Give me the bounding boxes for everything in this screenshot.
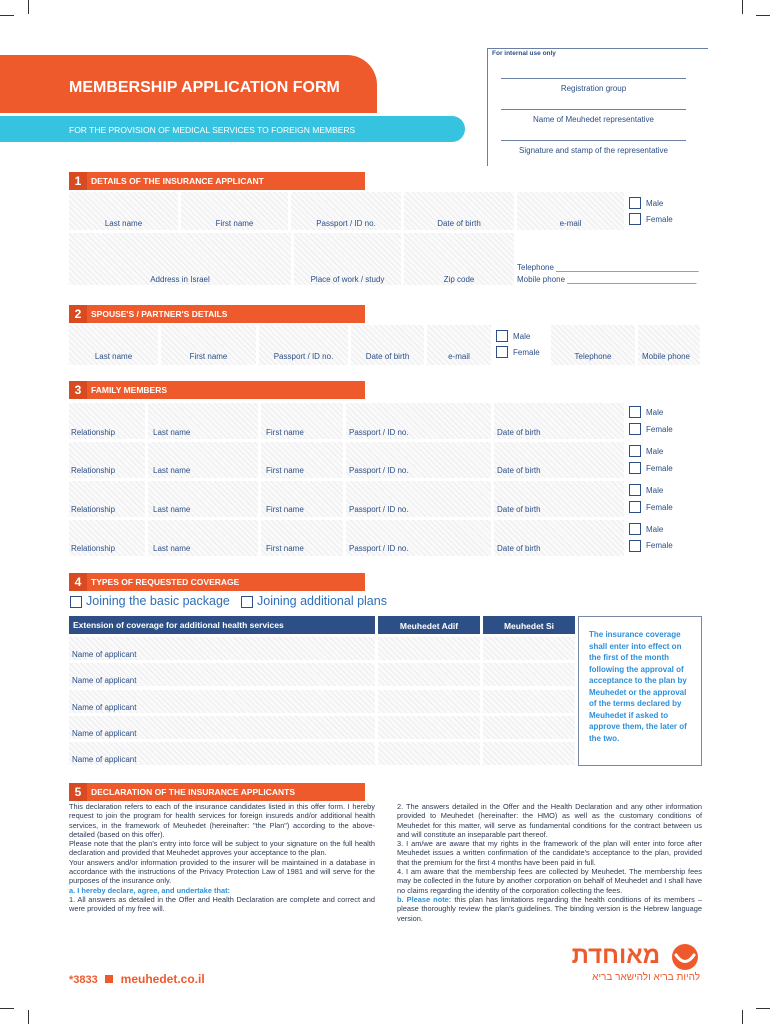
- meuhedet-adif-column-header: [378, 616, 480, 634]
- coverage-adif-cell[interactable]: [378, 742, 480, 765]
- family-relationship-label: Relationship: [71, 505, 116, 514]
- declaration-paragraph: this plan has limitations regarding the health conditions of its members – please thoroughly review the plan's guidelines. The binding version is the Hebrew language version.: [397, 894, 702, 923]
- applicant-email-label: e-mail: [559, 219, 582, 228]
- footer-website[interactable]: meuhedet.co.il: [120, 972, 205, 986]
- declaration-heading-a: a. I hereby declare, agree, and undertake that:: [69, 885, 231, 895]
- spouse-female-label: Female: [513, 348, 540, 357]
- coverage-table-header-label: Extension of coverage for additional health services: [73, 620, 284, 630]
- header-title-bar: [0, 55, 377, 113]
- representative-name-label: Name of Meuhedet representative: [533, 115, 654, 124]
- section-4-title: TYPES OF REQUESTED COVERAGE: [91, 577, 240, 587]
- family-male-checkbox[interactable]: [629, 406, 641, 418]
- coverage-adif-cell[interactable]: [378, 690, 480, 713]
- coverage-si-cell[interactable]: [483, 742, 575, 765]
- coverage-si-cell[interactable]: [483, 637, 575, 660]
- family-first-name-label: First name: [266, 505, 304, 514]
- section-4-header: [69, 573, 365, 591]
- meuhedet-slogan: להיות בריא ולהישאר בריא: [592, 972, 700, 983]
- spouse-dob-label: Date of birth: [365, 352, 410, 361]
- family-male-label: Male: [646, 408, 664, 417]
- section-2-header: [69, 305, 365, 323]
- page-title: MEMBERSHIP APPLICATION FORM: [69, 79, 340, 96]
- family-relationship-label: Relationship: [71, 428, 116, 437]
- coverage-applicant-label: Name of applicant: [72, 650, 137, 659]
- square-icon: [105, 975, 113, 983]
- coverage-note-box: [578, 616, 702, 766]
- applicant-last-name-label: Last name: [104, 219, 143, 228]
- coverage-adif-cell[interactable]: [378, 716, 480, 739]
- applicant-male-label: Male: [646, 199, 664, 208]
- meuhedet-logo-text: מאוחדת: [571, 942, 660, 969]
- footer-contact: [69, 970, 205, 988]
- section-1-title: DETAILS OF THE INSURANCE APPLICANT: [91, 176, 264, 186]
- spouse-email-label: e-mail: [448, 352, 470, 361]
- section-3-header: [69, 381, 365, 399]
- applicant-dob-label: Date of birth: [437, 219, 481, 228]
- basic-package-checkbox[interactable]: [70, 596, 82, 608]
- footer-phone: *3833: [69, 974, 98, 986]
- family-female-checkbox[interactable]: [629, 462, 641, 474]
- applicant-telephone-field[interactable]: Telephone ________________________________: [517, 263, 699, 272]
- meuhedet-logo: [540, 938, 710, 988]
- family-last-name-label: Last name: [153, 428, 191, 437]
- family-dob-label: Date of birth: [497, 466, 541, 475]
- family-male-checkbox[interactable]: [629, 523, 641, 535]
- coverage-si-cell[interactable]: [483, 690, 575, 713]
- crop-mark: [742, 1010, 743, 1024]
- coverage-applicant-label: Name of applicant: [72, 703, 137, 712]
- spouse-telephone-label: Telephone: [574, 352, 612, 361]
- additional-plans-checkbox[interactable]: [241, 596, 253, 608]
- family-last-name-label: Last name: [153, 505, 191, 514]
- section-5-title: DECLARATION OF THE INSURANCE APPLICANTS: [91, 787, 295, 797]
- family-dob-label: Date of birth: [497, 505, 541, 514]
- applicant-workplace-label: Place of work / study: [310, 275, 385, 284]
- section-1-number: 1: [69, 172, 87, 190]
- registration-group-line[interactable]: [501, 78, 686, 79]
- header-subtitle: FOR THE PROVISION OF MEDICAL SERVICES TO FOREIGN MEMBERS: [69, 125, 356, 135]
- coverage-adif-cell[interactable]: [378, 637, 480, 660]
- applicant-address-label: Address in Israel: [150, 275, 210, 284]
- spouse-first-name-label: First name: [189, 352, 228, 361]
- crop-mark: [0, 15, 14, 16]
- representative-signature-line[interactable]: [501, 140, 686, 141]
- family-male-checkbox[interactable]: [629, 445, 641, 457]
- spouse-female-checkbox[interactable]: [496, 346, 508, 358]
- declaration-right-column: [397, 802, 702, 923]
- declaration-paragraph: Your answers and/or information provided to the insurer will be maintained in a database in accordance with the instructions of the Privacy Protection Law of 1981 and will serve for the purposes of the insurance only.: [69, 857, 375, 886]
- meuhedet-si-label: Meuhedet Si: [503, 621, 555, 631]
- representative-signature-label: Signature and stamp of the representative: [519, 146, 668, 155]
- declaration-paragraph: 1. All answers as detailed in the Offer and Health Declaration are complete and correct and were provided of my free will.: [69, 894, 375, 914]
- coverage-applicant-label: Name of applicant: [72, 676, 137, 685]
- family-first-name-label: First name: [266, 466, 304, 475]
- applicant-zip-label: Zip code: [443, 275, 475, 284]
- section-2-title: SPOUSE'S / PARTNER'S DETAILS: [91, 309, 228, 319]
- family-male-label: Male: [646, 486, 664, 495]
- additional-plans-label: Joining additional plans: [257, 594, 387, 608]
- basic-package-label: Joining the basic package: [86, 594, 230, 608]
- family-male-checkbox[interactable]: [629, 484, 641, 496]
- spouse-last-name-label: Last name: [94, 352, 133, 361]
- family-female-checkbox[interactable]: [629, 423, 641, 435]
- representative-name-line[interactable]: [501, 109, 686, 110]
- section-4-number: 4: [69, 573, 87, 591]
- section-3-number: 3: [69, 381, 87, 399]
- registration-group-label: Registration group: [560, 84, 627, 93]
- family-passport-label: Passport / ID no.: [349, 505, 409, 514]
- applicant-male-checkbox[interactable]: [629, 197, 641, 209]
- declaration-paragraph: Please note that the plan's entry into force will be subject to your signature on the full health declaration and provided that Meuhedet approves your acceptance to the plan.: [69, 839, 375, 858]
- crop-mark: [756, 1008, 770, 1009]
- spouse-mobile-label: Mobile phone: [641, 352, 691, 361]
- family-relationship-label: Relationship: [71, 544, 116, 553]
- crop-mark: [742, 0, 743, 14]
- family-last-name-label: Last name: [153, 466, 191, 475]
- declaration-heading-b: b. Please note:: [397, 894, 452, 904]
- family-first-name-label: First name: [266, 428, 304, 437]
- coverage-table-header: [69, 616, 375, 634]
- family-female-label: Female: [646, 541, 673, 550]
- family-passport-label: Passport / ID no.: [349, 466, 409, 475]
- applicant-female-label: Female: [646, 215, 673, 224]
- coverage-si-cell[interactable]: [483, 716, 575, 739]
- crop-mark: [28, 1010, 29, 1024]
- crop-mark: [28, 0, 29, 14]
- applicant-first-name-label: First name: [215, 219, 254, 228]
- applicant-female-checkbox[interactable]: [629, 213, 641, 225]
- meuhedet-si-column-header: [483, 616, 575, 634]
- spouse-male-checkbox[interactable]: [496, 330, 508, 342]
- family-female-label: Female: [646, 425, 673, 434]
- declaration-paragraph: 4. I am aware that the membership fees are collected by Meuhedet. The membership fees may be collected in the future by another corporation on behalf of Meuhedet and I shall have no claims regarding the identity of the corporation collecting the fees.: [397, 867, 702, 895]
- family-male-label: Male: [646, 525, 664, 534]
- meuhedet-adif-label: Meuhedet Adif: [399, 621, 459, 631]
- spouse-passport-label: Passport / ID no.: [273, 352, 334, 361]
- coverage-applicant-label: Name of applicant: [72, 729, 137, 738]
- family-relationship-label: Relationship: [71, 466, 116, 475]
- section-1-header: [69, 172, 365, 190]
- header-subtitle-bar: [0, 116, 465, 142]
- internal-use-label: For internal use only: [492, 50, 556, 57]
- coverage-applicant-label: Name of applicant: [72, 755, 137, 764]
- applicant-mobile-field[interactable]: Mobile phone _____________________________: [517, 275, 697, 284]
- crop-mark: [756, 15, 770, 16]
- spouse-male-label: Male: [513, 332, 531, 341]
- family-female-label: Female: [646, 503, 673, 512]
- family-dob-label: Date of birth: [497, 544, 541, 553]
- applicant-passport-label: Passport / ID no.: [316, 219, 376, 228]
- coverage-note: The insurance coverage shall enter into effect on the first of the month following the approval of acceptance to the plan by Meuhedet or the approval of the terms declared by Meuhedet if asked to approve them, the later of the two.: [589, 630, 687, 743]
- crop-mark: [0, 1008, 14, 1009]
- section-5-number: 5: [69, 783, 87, 801]
- section-3-title: FAMILY MEMBERS: [91, 385, 168, 395]
- family-dob-label: Date of birth: [497, 428, 541, 437]
- family-first-name-label: First name: [266, 544, 304, 553]
- section-5-header: [69, 783, 365, 801]
- declaration-paragraph: 3. I am/we are aware that my rights in the framework of the plan will enter into force after Meuhedet issues a written confirmation of the candidate's acceptance to the plan, provided that the premium for the first 4 months have been paid in full.: [397, 839, 702, 867]
- section-2-number: 2: [69, 305, 87, 323]
- family-passport-label: Passport / ID no.: [349, 428, 409, 437]
- family-passport-label: Passport / ID no.: [349, 544, 409, 553]
- family-last-name-label: Last name: [153, 544, 191, 553]
- coverage-si-cell[interactable]: [483, 663, 575, 686]
- coverage-adif-cell[interactable]: [378, 663, 480, 686]
- family-female-checkbox[interactable]: [629, 501, 641, 513]
- declaration-left-column: [69, 802, 375, 914]
- declaration-paragraph: This declaration refers to each of the insurance candidates listed in this offer form. I hereby request to join the program for health services for foreign insureds and/or additional health services, in the framework of Meuhedet (hereinafter: "the Plan") according to the above-detailed (based on this offer).: [69, 802, 375, 839]
- declaration-paragraph: 2. The answers detailed in the Offer and the Health Declaration and any other information provided to Meuhedet (hereinafter: the HMO) as well as the customary conditions of Meuhedet for this matter, will serve as fundamental conditions for the contract between us and will constitute an inseparable part thereof.: [397, 802, 702, 839]
- family-male-label: Male: [646, 447, 664, 456]
- heart-smile-icon: [668, 942, 702, 972]
- family-female-label: Female: [646, 464, 673, 473]
- family-female-checkbox[interactable]: [629, 540, 641, 552]
